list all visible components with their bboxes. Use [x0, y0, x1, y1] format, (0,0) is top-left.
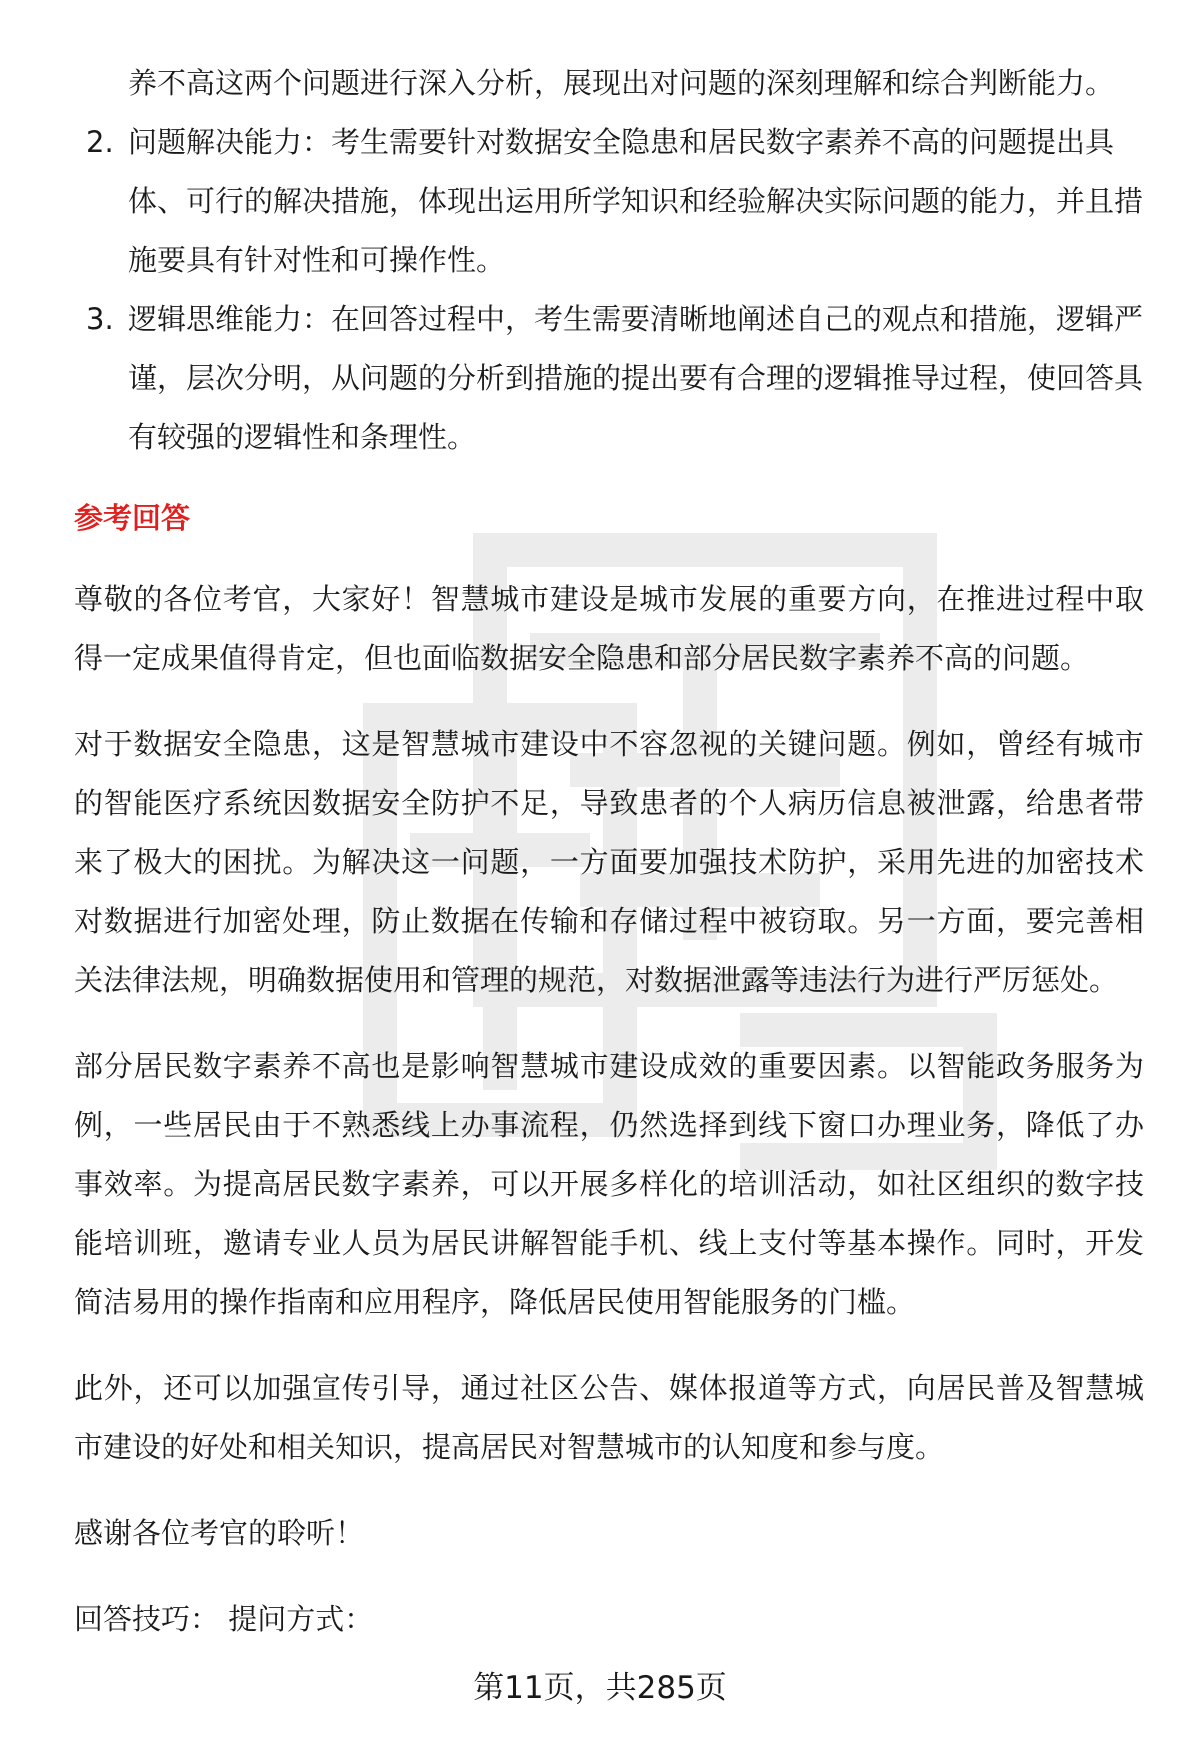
list-item-number: 3.: [86, 302, 114, 336]
list-item-number: 2.: [86, 125, 114, 159]
reference-answer-heading: 参考回答: [74, 501, 191, 535]
page-footer: 第11页，共285页: [473, 1670, 727, 1706]
paragraph: 尊敬的各位考官，大家好！智慧城市建设是城市发展的重要方向，在推进过程中取得一定成果值得肯定，但也面临数据安全隐患和部分居民数字素养不高的问题。: [74, 582, 1144, 675]
list-item: [74, 113, 1144, 290]
closing-paragraph: 感谢各位考官的聆听！: [74, 1516, 365, 1550]
paragraph: 此外，还可以加强宣传引导，通过社区公告、媒体报道等方式，向居民普及智慧城市建设的好处和相关知识，提高居民对智慧城市的认知度和参与度。: [74, 1371, 1144, 1464]
paragraph: 部分居民数字素养不高也是影响智慧城市建设成效的重要因素。以智能政务服务为例，一些居民由于不熟悉线上办事流程，仍然选择到线下窗口办理业务，降低了办事效率。为提高居民数字素养，可以开展多样化的培训活动，如社区组织的数字技能培训班，邀请专业人员为居民讲解智能手机、线上支付等基本操作。同时，开发简洁易用的操作指南和应用程序，降低居民使用智能服务的门槛。: [74, 1049, 1144, 1319]
paragraph: 对于数据安全隐患，这是智慧城市建设中不容忽视的关键问题。例如，曾经有城市的智能医疗系统因数据安全防护不足，导致患者的个人病历信息被泄露，给患者带来了极大的困扰。为解决这一问题，一方面要加强技术防护，采用先进的加密技术对数据进行加密处理，防止数据在传输和存储过程中被窃取。另一方面，要完善相关法律法规，明确数据使用和管理的规范，对数据泄露等违法行为进行严厉惩处。: [74, 727, 1144, 997]
list-item: [74, 290, 1144, 467]
continuation-line: 养不高这两个问题进行深入分析，展现出对问题的深刻理解和综合判断能力。: [128, 66, 1115, 100]
list-item-text: 问题解决能力：考生需要针对数据安全隐患和居民数字素养不高的问题提出具体、可行的解决措施，体现出运用所学知识和经验解决实际问题的能力，并且措施要具有针对性和可操作性。: [128, 125, 1144, 277]
document-body: [74, 54, 1144, 1649]
list-item-text: 逻辑思维能力：在回答过程中，考生需要清晰地阐述自己的观点和措施，逻辑严谨，层次分明，从问题的分析到措施的提出要有合理的逻辑推导过程，使回答具有较强的逻辑性和条理性。: [128, 302, 1144, 454]
answer-tips-line: 回答技巧： 提问方式：: [74, 1602, 374, 1636]
